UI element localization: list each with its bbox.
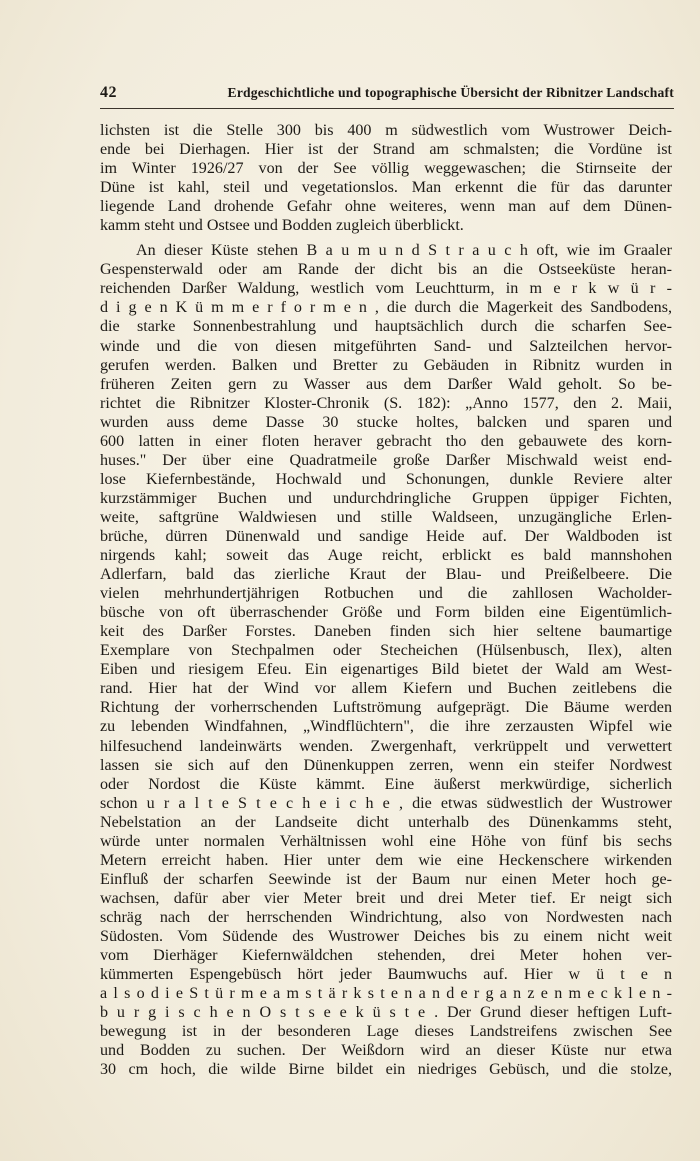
text-line: brüche, dürren Dünenwald und sandige Heide auf. Der Waldboden ist xyxy=(100,527,672,545)
text-line: lichsten ist die Stelle 300 bis 400 m südwestlich vom Wustrower Deich- xyxy=(100,122,672,139)
text-line: Richtung der vorherrschenden Luftströmung aufgeprägt. Die Bäume werden xyxy=(100,699,672,717)
text-line: und Bodden zu suchen. Der Weißdorn wird an dieser Küste nur etwa xyxy=(100,1042,672,1060)
text-line: richtet die Ribnitzer Kloster-Chronik (S. 182): „Anno 1577, den 2. Maii, xyxy=(100,394,672,412)
text-line: oder Nordost die Küste kämmt. Eine äußerst merkwürdige, sicherlich xyxy=(100,775,672,793)
text-line: vielen mehrhundertjährigen Rotbuchen und die zahllosen Wacholder- xyxy=(100,585,672,603)
text-line: Gespensterwald oder am Rande der dicht bis an die Ostseeküste heran- xyxy=(100,261,672,279)
text-line: büsche von oft überraschender Größe und Form bilden eine Eigentümlich- xyxy=(100,604,672,622)
text-line: früheren Zeiten gern zu Wasser aus dem Darßer Wald geholt. So be- xyxy=(100,375,672,393)
text-line: kurzstämmiger Buchen und undurchdringliche Gruppen üppiger Fichten, xyxy=(100,489,672,507)
text-line: nirgends kahl; soweit das Auge reicht, erblickt es bald mannshohen xyxy=(100,547,672,565)
text-line: weite, saftgrüne Waldwiesen und stille Waldseen, unzugängliche Erlen- xyxy=(100,508,672,526)
text-line: huses." Der über eine Quadratmeile große Darßer Mischwald weist end- xyxy=(100,451,672,469)
text-line: Adlerfarn, bald das zierliche Kraut der Blau- und Preißelbeere. Die xyxy=(100,566,672,584)
running-title: Erdgeschichtliche und topographische Übersicht der Ribnitzer Landschaft xyxy=(227,85,674,100)
text-line: wachsen, dafür aber vier Meter breit und drei Meter tief. Er neigt sich xyxy=(100,889,672,907)
text-line: Düne ist kahl, steil und vegetationslos. Man erkennt die für das darunter xyxy=(100,179,672,197)
text-line: 600 latten in einer floten heraver gebracht tho den gebauwete des korn- xyxy=(100,432,672,450)
text-line: Einfluß der scharfen Seewinde ist der Baum nur einen Meter hoch ge- xyxy=(100,870,672,888)
text-line: b u r g i s c h e n O s t s e e k ü s t e . Der Grund dieser heftigen Luft- xyxy=(100,1004,672,1022)
text-line: ende bei Dierhagen. Hier ist der Strand am schmalsten; die Vordüne ist xyxy=(100,141,672,159)
text-line: gerufen werden. Balken und Bretter zu Gebäuden in Ribnitz wurden in xyxy=(100,356,672,374)
text-line: Exemplare von Stechpalmen oder Stecheichen (Hülsenbusch, Ilex), alten xyxy=(100,642,672,660)
header-rule xyxy=(100,108,674,109)
page-number: 42 xyxy=(100,84,117,101)
paragraph-1 xyxy=(100,121,672,235)
text-line: schräg nach der herrschenden Windrichtung, also von Nordwesten nach xyxy=(100,908,672,926)
text-line xyxy=(100,1098,672,1117)
text-line: Metern erreicht haben. Hier unter dem wie eine Heckenschere wirkenden xyxy=(100,851,672,869)
text-line: im Winter 1926/27 von der See völlig weggewaschen; die Stirnseite der xyxy=(100,160,672,178)
text-line: wurden auss deme Dasse 30 stucke holtes, balcken und sparen und xyxy=(100,413,672,431)
text-line xyxy=(100,1079,672,1098)
text-line: die starke Sonnenbestrahlung und hauptsächlich durch die scharfen See- xyxy=(100,318,672,336)
text-line: Südosten. Vom Südende des Wustrower Deiches bis zu einem nicht weit xyxy=(100,927,672,945)
text-line: kümmerten Espengebüsch hört jeder Baumwuchs auf. Hier w ü t e n xyxy=(100,966,672,984)
text-line: würde unter normalen Verhältnissen wohl eine Höhe von fünf bis sechs xyxy=(100,832,672,850)
text-line: bewegung ist in der besonderen Lage dieses Landstreifens zwischen See xyxy=(100,1023,672,1041)
text-line: a l s o d i e S t ü r m e a m s t ä r k s t e n a n d e r g a n z e n m e c k l e n - xyxy=(100,985,672,1003)
paragraph-2 xyxy=(100,241,672,1117)
text-line: lassen sie sich auf den Dünenkuppen zerren, wenn ein steifer Nordwest xyxy=(100,756,672,774)
text-line: rand. Hier hat der Wind vor allem Kiefern und Buchen zeitlebens die xyxy=(100,680,672,698)
text-line: keit des Darßer Forstes. Daneben finden sich hier seltene baumartige xyxy=(100,623,672,641)
text-line: An dieser Küste stehen B a u m u n d S t r a u c h oft, wie im Graaler xyxy=(136,242,672,260)
text-line: reichenden Darßer Waldung, westlich vom Leuchtturm, in m e r k w ü r - xyxy=(100,280,672,298)
text-line: schon u r a l t e S t e c h e i c h e , die etwas südwestlich der Wustrower xyxy=(100,794,672,812)
text-line: kamm steht und Ostsee und Bodden zugleich überblickt. xyxy=(100,217,464,235)
text-line: Eiben und riesigem Efeu. Ein eigenartiges Bild bietet der Wald am West- xyxy=(100,661,672,679)
text-line: 30 cm hoch, die wilde Birne bildet ein niedriges Gebüsch, und die stolze, xyxy=(100,1061,672,1079)
body-text xyxy=(100,121,672,1117)
text-line: hilfesuchend landeinwärts wenden. Zwergenhaft, verkrüppelt und verwettert xyxy=(100,737,672,755)
running-header xyxy=(100,84,674,106)
text-line: winde und die von diesen mitgeführten Sand- und Salzteilchen hervor- xyxy=(100,337,672,355)
text-line: vom Dierhäger Kiefernwäldchen stehenden, drei Meter hohen ver- xyxy=(100,947,672,965)
text-line: d i g e n K ü m m e r f o r m e n , die durch die Magerkeit des Sandbodens, xyxy=(100,299,672,317)
text-line: zu lebenden Windfahnen, „Windflüchtern", die ihre zerzausten Wipfel wie xyxy=(100,718,672,736)
text-line: Nebelstation an der Landseite dicht unterhalb des Dünenkamms steht, xyxy=(100,813,672,831)
text-line: lose Kiefernbestände, Hochwald und Schonungen, dunkle Reviere alter xyxy=(100,470,672,488)
text-line: liegende Land drohende Gefahr ohne weiteres, wenn man auf dem Dünen- xyxy=(100,198,672,216)
